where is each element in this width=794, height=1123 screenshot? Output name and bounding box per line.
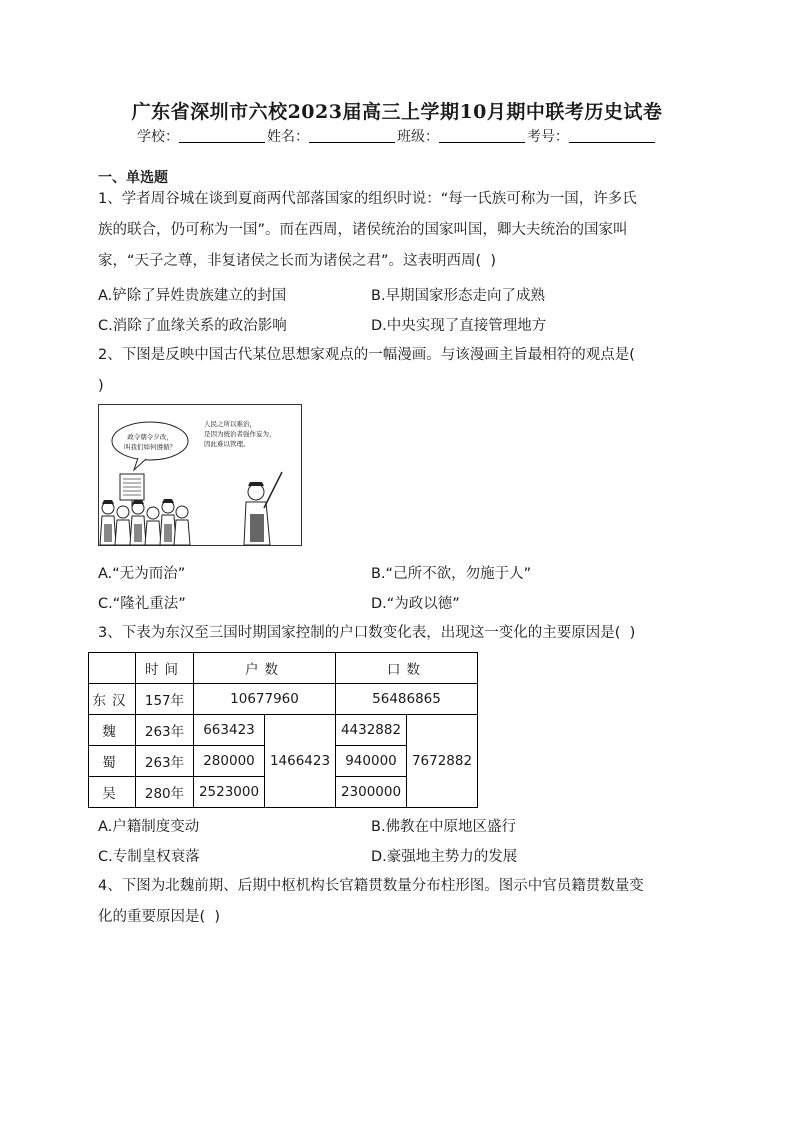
bubble-left-line-1: 政令朝令夕改， xyxy=(127,433,173,441)
question-2 xyxy=(98,340,700,402)
question-line: 1、学者周谷城在谈到夏商两代部落国家的组织时说：“每一氏族可称为一国，许多氏 xyxy=(98,191,637,207)
q2-option-c[interactable]: C.“隆礼重法” xyxy=(98,596,186,612)
bubble-right-line-2: 是因为统治者强作妄为， xyxy=(204,430,276,438)
household-table xyxy=(88,652,478,808)
question-line: 4、下图为北魏前期、后期中枢机构长官籍贯数量分布柱形图。图示中官员籍贯数量变 xyxy=(98,878,644,894)
q1-option-a[interactable]: A.铲除了异姓贵族建立的封国 xyxy=(98,288,287,304)
header-time: 时间 xyxy=(136,653,194,684)
question-line: 族的联合，仍可称为一国”。而在西周，诸侯统治的国家叫国，卿大夫统治的国家叫 xyxy=(98,222,628,238)
total-population: 7672882 xyxy=(407,715,478,808)
table-header-row xyxy=(89,653,478,684)
table-row: 吴 280年 2523000 2300000 xyxy=(89,777,478,808)
table-row: 魏 263年 663423 1466423 4432882 7672882 xyxy=(89,715,478,746)
exam-number-field: 考号： xyxy=(527,126,657,146)
cartoon-image xyxy=(98,404,302,546)
bubble-right-line-1: 人民之所以难治， xyxy=(204,420,256,428)
question-1 xyxy=(98,184,700,277)
question-line: 化的重要原因是( ) xyxy=(98,909,221,925)
q2-option-d[interactable]: D.“为政以德” xyxy=(371,596,460,612)
question-3: 3、下表为东汉至三国时期国家控制的户口数变化表，出现这一变化的主要原因是( ) xyxy=(98,625,636,641)
name-field: 姓名： xyxy=(267,126,397,146)
question-4 xyxy=(98,871,700,933)
question-line: ) xyxy=(98,378,104,394)
school-field: 学校： xyxy=(137,126,267,146)
header-households: 户数 xyxy=(194,653,336,684)
total-households: 1466423 xyxy=(265,715,336,808)
section-heading: 一、单选题 xyxy=(98,170,168,186)
q1-option-b[interactable]: B.早期国家形态走向了成熟 xyxy=(371,288,546,304)
q3-option-b[interactable]: B.佛教在中原地区盛行 xyxy=(371,819,517,835)
q2-option-b[interactable]: B.“己所不欲，勿施于人” xyxy=(371,566,532,582)
exam-title: 广东省深圳市六校2023届高三上学期10月期中联考历史试卷 xyxy=(131,101,663,123)
q2-option-a[interactable]: A.“无为而治” xyxy=(98,566,186,582)
q1-option-d[interactable]: D.中央实现了直接管理地方 xyxy=(371,318,547,334)
table-row: 东汉 157年 10677960 56486865 xyxy=(89,684,478,715)
student-info xyxy=(0,126,794,146)
q1-option-c[interactable]: C.消除了血缘关系的政治影响 xyxy=(98,318,287,334)
q3-option-a[interactable]: A.户籍制度变动 xyxy=(98,819,200,835)
table-row: 蜀 263年 280000 940000 xyxy=(89,746,478,777)
bubble-left-line-2: 叫我们如何遵循？ xyxy=(124,443,176,451)
question-line: 家，“天子之尊，非复诸侯之长而为诸侯之君”。这表明西周( ) xyxy=(98,253,497,269)
header-population: 口数 xyxy=(336,653,478,684)
question-line: 2、下图是反映中国古代某位思想家观点的一幅漫画。与该漫画主旨最相符的观点是( xyxy=(98,347,635,363)
q3-option-d[interactable]: D.豪强地主势力的发展 xyxy=(371,849,518,865)
bubble-right-line-3: 因此难以管理。 xyxy=(204,440,250,448)
class-field: 班级： xyxy=(397,126,527,146)
q3-option-c[interactable]: C.专制皇权衰落 xyxy=(98,849,200,865)
